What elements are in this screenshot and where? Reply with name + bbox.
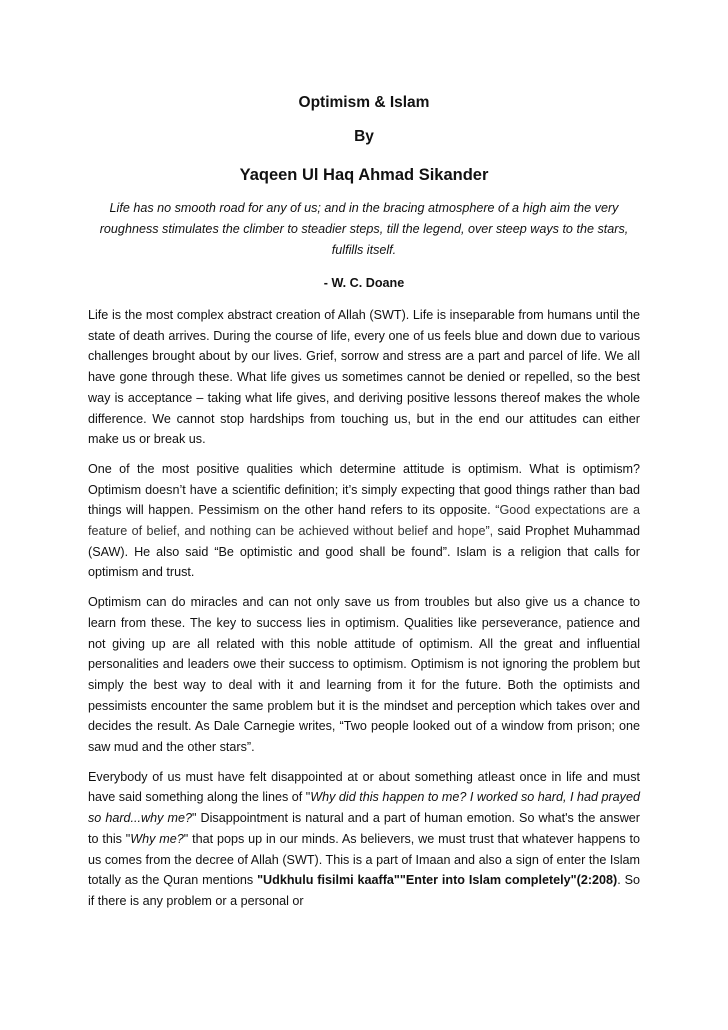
author-name: Yaqeen Ul Haq Ahmad Sikander [239,166,489,184]
document-title: Optimism & Islam [298,94,430,111]
paragraph-3: Optimism can do miracles and can not only save us from troubles but also give us a chance to learn from these. The key to success lies in optimism. Qualities like perseverance, patience and not giving up are all related with this noble attitude of optimism. All the great and influential personalities and leaders owe their success to optimism. Optimism is not ignoring the problem but simply the best way to deal with it and learning from it for the future. Both the optimists and pessimists encounter the same problem but it is the mindset and perception which takes over and decides the result. As Dale Carnegie writes, “Two people looked out of a window from prison; one saw mud and the other stars”. [88,595,640,755]
paragraph-4-text-d: . So if there is any problem or a personal or [88,873,641,908]
byline-label: By [354,128,374,145]
paragraph-2-text-a: One of the most positive qualities which determine attitude is optimism. What is optimism? Optimism doesn’t have a scientific definition; it’s simply expecting that good things rather than bad things will happen. Pessimism on the other hand refers to its opposite. [88,461,640,518]
paragraph-4-text-c: " that pops up in our minds. As believers, we must trust that whatever happens to us comes from the decree of Allah (SWT). This is a part of Imaan and also a sign of enter the Islam totally as the Quran mentions [88,831,641,888]
paragraph-2-text-b: said Prophet Muhammad (SAW). He also said “Be optimistic and good shall be found”. Islam is a religion that calls for optimism and trust. [88,524,641,580]
prophet-quote: “Good expectations are a feature of belief, and nothing can be achieved without belief and hope”, [88,503,640,539]
epigraph-attribution: - W. C. Doane [323,276,405,290]
article-body [88,305,640,912]
paragraph-2 [88,459,640,583]
paragraph-4 [88,767,640,912]
epigraph-text: Life has no smooth road for any of us; and in the bracing atmosphere of a high aim the very roughness stimulates the climber to steadier steps, till the legend, over steep ways to the stars, fulfills itself. [99,201,629,257]
paragraph-1: Life is the most complex abstract creation of Allah (SWT). Life is inseparable from humans until the state of death arrives. During the course of life, every one of us feels blue and down due to various challenges brought about by our lives. Grief, sorrow and stress are a part and parcel of life. We all have gone through these. What life gives us sometimes cannot be denied or repelled, so the best way is acceptance – taking what life gives, and deriving positive lessons thereof makes the whole difference. We cannot stop hardships from touching us, but in the end our attitudes can either make us or break us. [88,308,640,447]
paragraph-4-italic-1: Why did this happen to me? I worked so hard, I had prayed so hard...why me? [88,790,640,826]
paragraph-4-italic-2: Why me? [130,831,184,846]
paragraph-4-text-b: " Disappointment is natural and a part of human emotion. So what's the answer to this " [88,811,641,846]
quran-quote: "Udkhulu fisilmi kaaffa""Enter into Islam completely"(2:208) [257,873,618,888]
paragraph-4-text-a: Everybody of us must have felt disappointed at or about something atleast once in life and must have said something along the lines of " [88,769,640,805]
